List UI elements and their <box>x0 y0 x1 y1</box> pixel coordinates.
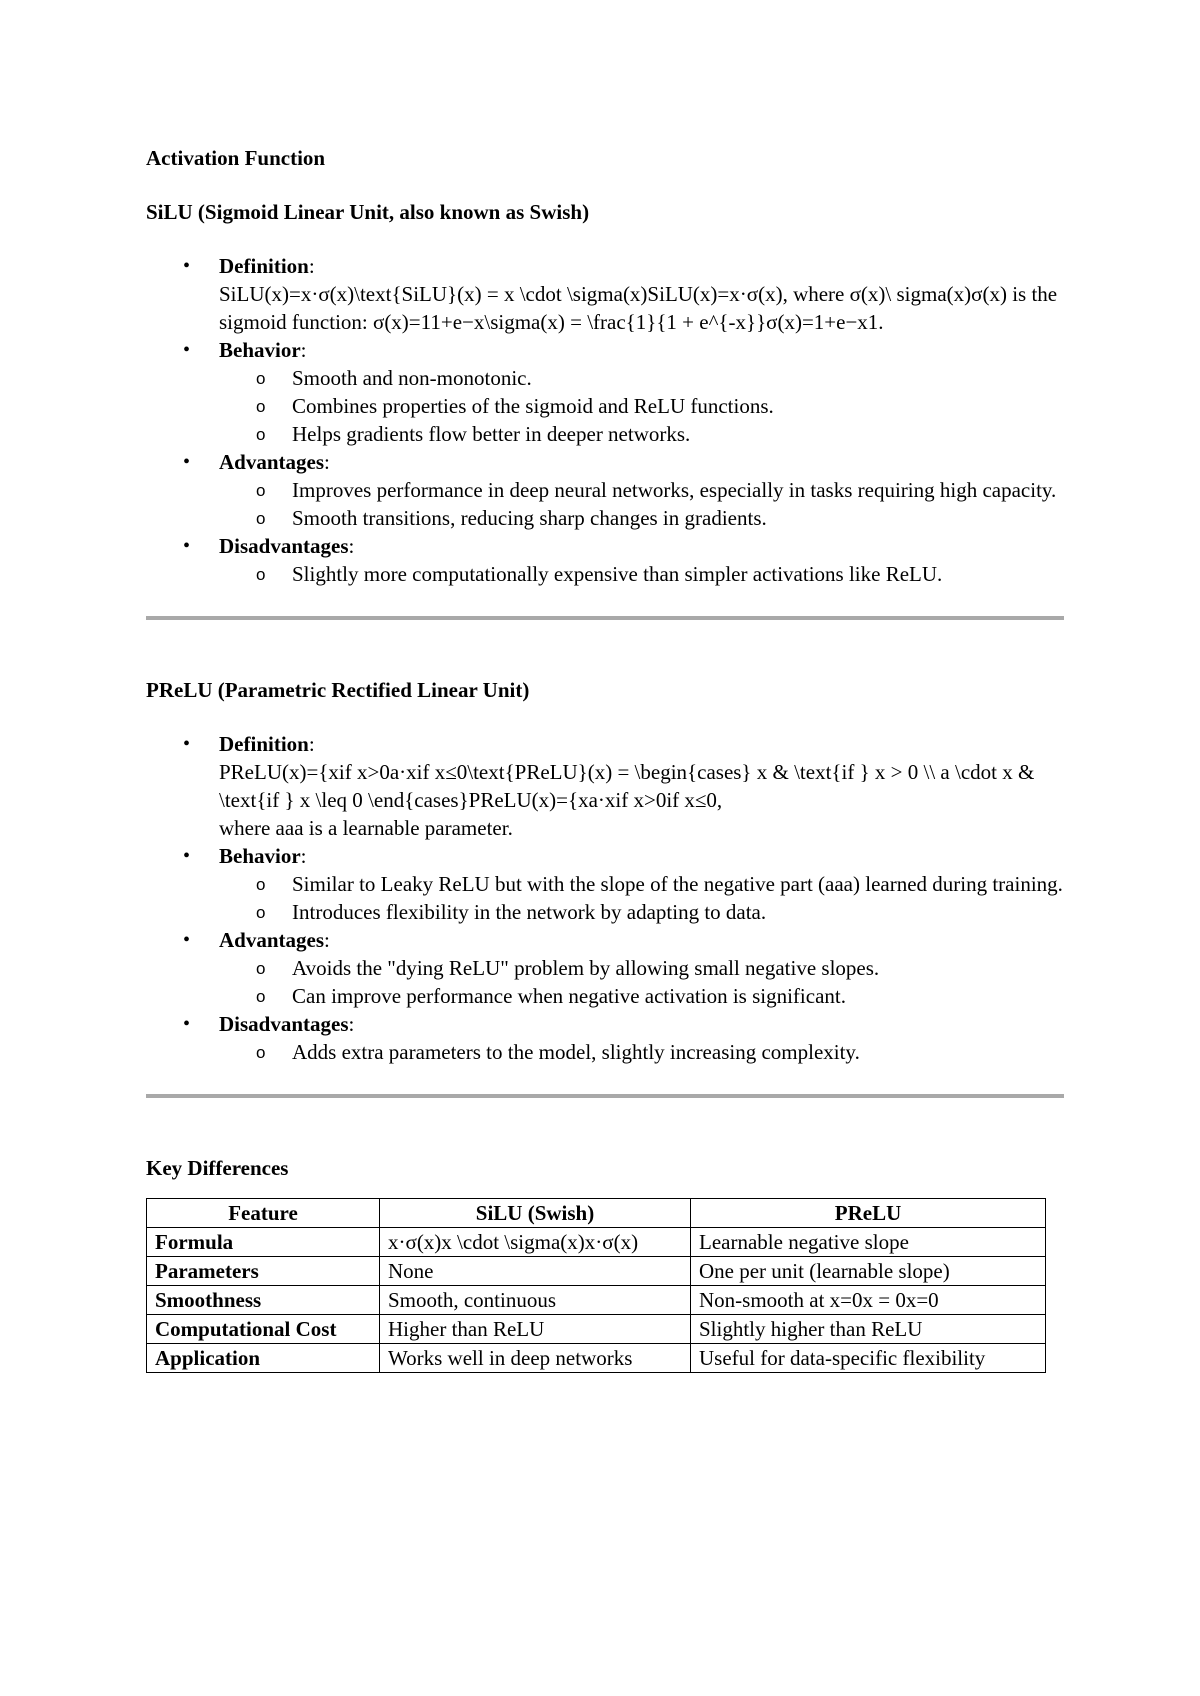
table-cell: One per unit (learnable slope) <box>691 1257 1046 1286</box>
table-cell: Formula <box>147 1228 380 1257</box>
table-cell: Smoothness <box>147 1286 380 1315</box>
bullet-icon: • <box>183 845 191 867</box>
list-item: o Introduces flexibility in the network by adapting to data. <box>219 898 1066 926</box>
table-cell: x·σ(x)x \cdot \sigma(x)x·σ(x) <box>380 1228 691 1257</box>
comparison-table <box>146 1198 1046 1373</box>
list-item: o Helps gradients flow better in deeper networks. <box>219 420 1066 448</box>
list-item: o Avoids the "dying ReLU" problem by allowing small negative slopes. <box>219 954 1066 982</box>
silu-heading: SiLU (Sigmoid Linear Unit, also known as Swish) <box>146 200 590 224</box>
bullet-icon: • <box>183 1013 191 1035</box>
table-cell: None <box>380 1257 691 1286</box>
list-item: o Slightly more computationally expensive than simpler activations like ReLU. <box>219 560 1066 588</box>
table-cell: Learnable negative slope <box>691 1228 1046 1257</box>
silu-disadvantages-label: Disadvantages <box>219 534 349 558</box>
key-differences-heading: Key Differences <box>146 1156 289 1180</box>
document-page <box>146 144 1066 1373</box>
circle-bullet-icon: o <box>256 959 266 978</box>
prelu-advantages-list <box>146 954 1066 1010</box>
silu-definition-item: • Definition: SiLU(x)=x·σ(x)\text{SiLU}(x) = x \cdot \sigma(x)SiLU(x)=x·σ(x), where σ(x)\ sigma(x)σ(x) is the sigmoid function: σ(x)=11+e−x\sigma(x) = \frac{1}{1 + e^{-x}}σ(x)=1+e−x1. <box>183 254 1058 334</box>
circle-bullet-icon: o <box>256 369 266 388</box>
table-row <box>147 1257 1046 1286</box>
bullet-icon: • <box>183 733 191 755</box>
bullet-icon: • <box>183 339 191 361</box>
circle-bullet-icon: o <box>256 1043 266 1062</box>
prelu-disadvantages-label: Disadvantages <box>219 1012 349 1036</box>
column-header: PReLU <box>691 1199 1046 1228</box>
table-cell: Parameters <box>147 1257 380 1286</box>
list-item: o Can improve performance when negative activation is significant. <box>219 982 1066 1010</box>
silu-list <box>146 252 1066 364</box>
table-row <box>147 1344 1046 1373</box>
prelu-disadvantages-item: • Disadvantages: <box>183 1012 355 1036</box>
list-item: o Combines properties of the sigmoid and ReLU functions. <box>219 392 1066 420</box>
prelu-list <box>146 730 1066 870</box>
list-item: o Improves performance in deep neural networks, especially in tasks requiring high capacity. <box>219 476 1066 504</box>
list-item: o Similar to Leaky ReLU but with the slope of the negative part (aaa) learned during training. <box>219 870 1066 898</box>
silu-advantages-list <box>146 476 1066 532</box>
prelu-behavior-label: Behavior <box>219 844 301 868</box>
circle-bullet-icon: o <box>256 481 266 500</box>
silu-advantages-label: Advantages <box>219 450 325 474</box>
table-cell: Smooth, continuous <box>380 1286 691 1315</box>
prelu-disadvantages-list <box>146 1038 1066 1066</box>
bullet-icon: • <box>183 929 191 951</box>
circle-bullet-icon: o <box>256 875 266 894</box>
bullet-icon: • <box>183 255 191 277</box>
list-item: o Smooth transitions, reducing sharp changes in gradients. <box>219 504 1066 532</box>
list-item: o Smooth and non-monotonic. <box>219 364 1066 392</box>
prelu-heading: PReLU (Parametric Rectified Linear Unit) <box>146 678 530 702</box>
document-title: Activation Function <box>146 146 326 170</box>
silu-definition-text: SiLU(x)=x·σ(x)\text{SiLU}(x) = x \cdot \sigma(x)SiLU(x)=x·σ(x), where σ(x)\ sigma(x)σ(x) is the sigmoid function: σ(x)=11+e−x\sigma(x) = \frac{1}{1 + e^{-x}}σ(x)=1+e−x1. <box>219 282 1058 334</box>
table-row <box>147 1228 1046 1257</box>
table-cell: Useful for data-specific flexibility <box>691 1344 1046 1373</box>
silu-behavior-item: • Behavior: <box>183 338 307 362</box>
list-item: o Adds extra parameters to the model, slightly increasing complexity. <box>219 1038 1066 1066</box>
bullet-icon: • <box>183 535 191 557</box>
prelu-definition-label: Definition <box>219 732 309 756</box>
prelu-behavior-list <box>146 870 1066 926</box>
table-header-row <box>147 1199 1046 1228</box>
circle-bullet-icon: o <box>256 903 266 922</box>
prelu-advantages-item: • Advantages: <box>183 928 330 952</box>
column-header: SiLU (Swish) <box>380 1199 691 1228</box>
table-row <box>147 1286 1046 1315</box>
circle-bullet-icon: o <box>256 565 266 584</box>
circle-bullet-icon: o <box>256 397 266 416</box>
prelu-definition-item: • Definition: PReLU(x)={xif x>0a·xif x≤0\text{PReLU}(x) = \begin{cases} x & \text{if } x > 0 \\ a \cdot x & \text{if } x \leq 0 \end{cases}PReLU(x)={xa·xif x>0if x≤0, where aaa is a learnable parameter. <box>183 732 1035 840</box>
table-row <box>147 1315 1046 1344</box>
table-cell: Works well in deep networks <box>380 1344 691 1373</box>
silu-disadvantages-item: • Disadvantages: <box>183 534 355 558</box>
prelu-definition-text-2: where aaa is a learnable parameter. <box>219 816 513 840</box>
circle-bullet-icon: o <box>256 509 266 528</box>
circle-bullet-icon: o <box>256 425 266 444</box>
silu-definition-label: Definition <box>219 254 309 278</box>
silu-behavior-label: Behavior <box>219 338 301 362</box>
circle-bullet-icon: o <box>256 987 266 1006</box>
prelu-definition-text: PReLU(x)={xif x>0a·xif x≤0\text{PReLU}(x) = \begin{cases} x & \text{if } x > 0 \\ a \cdot x & \text{if } x \leq 0 \end{cases}PReLU(x)={xa·xif x>0if x≤0, <box>219 760 1035 812</box>
silu-advantages-item: • Advantages: <box>183 450 330 474</box>
silu-disadvantages-list <box>146 560 1066 588</box>
table-cell: Non-smooth at x=0x = 0x=0 <box>691 1286 1046 1315</box>
prelu-advantages-label: Advantages <box>219 928 325 952</box>
column-header: Feature <box>147 1199 380 1228</box>
table-cell: Computational Cost <box>147 1315 380 1344</box>
table-cell: Higher than ReLU <box>380 1315 691 1344</box>
table-cell: Slightly higher than ReLU <box>691 1315 1046 1344</box>
prelu-behavior-item: • Behavior: <box>183 844 307 868</box>
silu-behavior-list <box>146 364 1066 448</box>
table-cell: Application <box>147 1344 380 1373</box>
bullet-icon: • <box>183 451 191 473</box>
